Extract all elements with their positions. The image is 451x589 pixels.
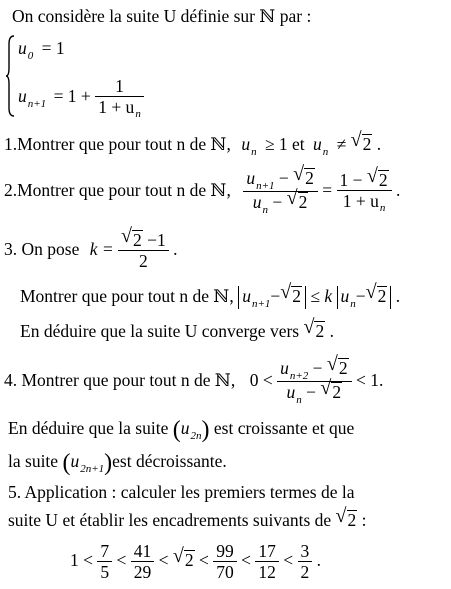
encadrement-row: 1 < $\frac{7}{5}$ < $\frac{41}{29}$ < √ 2 < $\frac{99}{70}$ < $\frac{17}{12}$ < $\frac{3}{2}$ .: [70, 541, 321, 583]
question-4: 4. Montrer que pour tout n de ℕ, 0 < $u_{n+2}$ − √ 2 $u_n$ − √ 2 < 1.: [4, 353, 384, 407]
question-3-line-2: Montrer que pour tout n de ℕ, $u_{n+1}-$ √ 2 ≤ k $u_n-$ √ 2 .: [20, 281, 401, 310]
sqrt: √ 2: [350, 129, 372, 154]
system-u0: $u_0 = 1$: [18, 38, 65, 62]
question-2: 2.Montrer que pour tout n de ℕ, $u_{n+1}$ − √ 2 $u_n$ − √ 2 = 1 − √ 2 $1 + u_n$ .: [4, 163, 401, 217]
fraction-q4: $u_{n+2}$ − √ 2 $u_n$ − √ 2: [277, 358, 352, 405]
fraction-k: √ 2 −1 2: [118, 230, 169, 271]
fraction-rhs: 1 − √ 2 $1 + u_n$: [337, 170, 392, 214]
fraction: $\frac{1}{1 + u_n}$: [95, 76, 144, 120]
brace-icon: [6, 34, 16, 118]
fraction-lhs: $u_{n+1}$ − √ 2 $u_n$ − √ 2: [243, 168, 318, 215]
question-4-line-3: la suite $(u_{2n+1})est$ décroissante.: [8, 450, 227, 476]
question-4-line-2: En déduire que la suite $(u_{2n})$ est croissante et que: [8, 417, 355, 443]
question-3: 3. On pose k = √ 2 −1 2 .: [4, 225, 178, 272]
intro-text: On considère la suite U définie sur ℕ par :: [12, 6, 312, 26]
system-un1: $u_{n+1} = 1$ + $\frac{1}{1 + u_n}$: [18, 74, 144, 118]
question-3-line-3: En déduire que la suite U converge vers √ 2 .: [20, 316, 334, 341]
question-5-line-1: 5. Application : calculer les premiers termes de la: [8, 482, 355, 502]
question-1: 1.Montrer que pour tout n de ℕ, $u_n \ge 1$ et $u_n$ ≠ √ 2 .: [4, 129, 382, 158]
question-5-line-2: suite U et établir les encadrements suivants de √ 2 :: [8, 505, 367, 530]
